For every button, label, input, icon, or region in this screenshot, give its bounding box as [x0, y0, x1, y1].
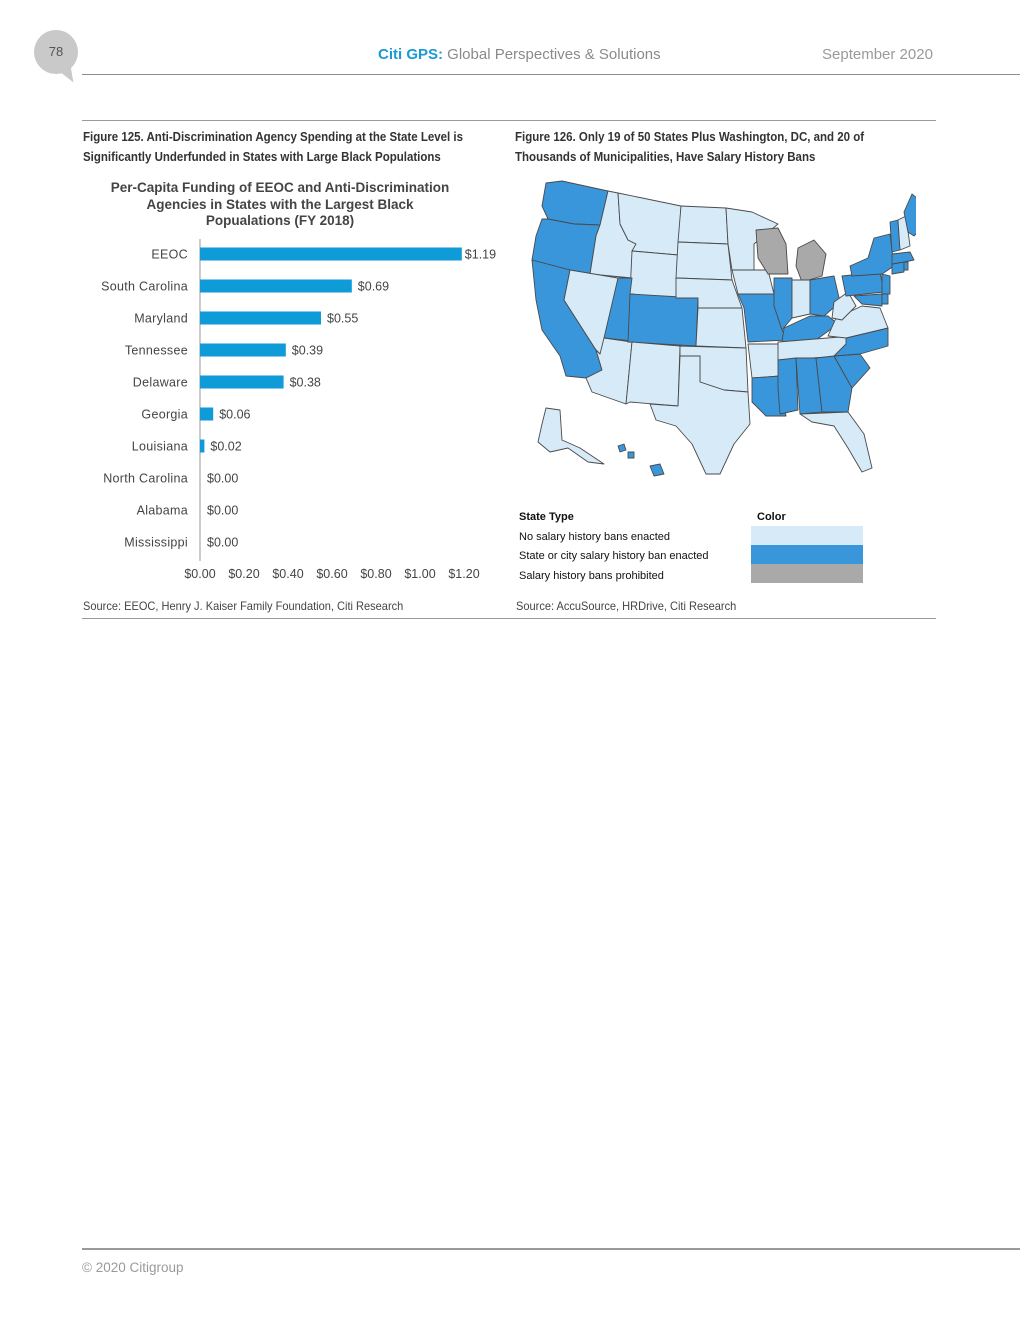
publication-title	[378, 46, 661, 63]
x-tick-label: $1.20	[448, 567, 480, 581]
publication-subtitle: Global Perspectives & Solutions	[443, 46, 661, 63]
state-rhode-island	[904, 262, 908, 270]
footer-divider	[82, 1248, 1020, 1250]
x-tick-label: $0.20	[228, 567, 260, 581]
bar	[200, 408, 213, 421]
state-arkansas	[748, 344, 780, 378]
state-hawaii-c	[650, 464, 664, 476]
category-label: Louisiana	[131, 439, 188, 454]
category-label: Tennessee	[124, 343, 188, 358]
figure-125-source: Source: EEOC, Henry J. Kaiser Family Foundation, Citi Research	[83, 599, 404, 613]
state-michigan	[796, 240, 826, 282]
legend-swatch-no-bans	[751, 526, 863, 545]
x-tick-label: $0.00	[184, 567, 216, 581]
copyright: © 2020 Citigroup	[82, 1260, 184, 1275]
legend-label-ban-enacted: State or city salary history ban enacted	[519, 550, 709, 562]
bar	[200, 344, 286, 357]
state-new-york	[850, 234, 894, 276]
chart-title: Per-Capita Funding of EEOC and Anti-Discrimination Agencies in States with the Largest Black Popualations (FY 2018)	[110, 180, 450, 228]
category-label: Delaware	[132, 375, 188, 390]
state-kansas	[696, 308, 746, 348]
category-label: Alabama	[136, 503, 188, 518]
figure-126-title: Figure 126. Only 19 of 50 States Plus Washington, DC, and 20 of Thousands of Municipalities, Have Salary History Bans	[515, 130, 865, 164]
x-tick-label: $1.00	[404, 567, 436, 581]
data-label: $0.55	[327, 311, 359, 326]
legend-swatch-ban-enacted	[751, 545, 863, 564]
page-number: 78	[48, 44, 64, 59]
data-label: $0.00	[207, 471, 239, 486]
state-wisconsin	[756, 228, 788, 274]
category-label: North Carolina	[103, 471, 188, 486]
data-label: $0.00	[207, 503, 239, 518]
state-maryland	[854, 294, 882, 306]
category-label: Mississippi	[124, 535, 188, 550]
category-label: Georgia	[141, 407, 188, 422]
state-south-dakota	[676, 242, 732, 280]
bar	[200, 280, 352, 293]
state-colorado	[628, 294, 698, 346]
category-label: EEOC	[151, 247, 188, 262]
x-tick-label: $0.60	[316, 567, 348, 581]
publication-date: September 2020	[822, 46, 933, 63]
data-label: $0.69	[357, 279, 390, 294]
state-washington	[542, 181, 608, 225]
legend-header-color: Color	[757, 511, 786, 523]
state-new-jersey	[882, 274, 890, 294]
x-tick-label: $0.80	[360, 567, 392, 581]
header-divider	[82, 74, 1020, 75]
data-label: $0.38	[289, 375, 321, 390]
state-alaska	[538, 408, 604, 464]
x-tick-label: $0.40	[272, 567, 304, 581]
category-label: South Carolina	[101, 279, 188, 294]
data-label: $0.39	[291, 343, 324, 358]
category-label: Maryland	[134, 311, 188, 326]
state-hawaii-a	[618, 444, 626, 452]
state-wyoming	[630, 251, 678, 298]
bar	[200, 376, 284, 389]
legend-label-prohibited: Salary history bans prohibited	[519, 570, 664, 582]
state-massachusetts	[892, 252, 914, 264]
funding-bar-chart	[82, 236, 502, 588]
legend-label-no-bans: No salary history bans enacted	[519, 531, 671, 543]
bar	[200, 248, 462, 261]
state-mississippi	[778, 358, 798, 414]
state-florida	[800, 412, 872, 472]
figures-top-divider	[82, 120, 936, 121]
data-label: $0.06	[219, 407, 251, 422]
legend-swatch-prohibited	[751, 564, 863, 583]
state-new-mexico	[626, 342, 680, 406]
figures-bottom-divider	[82, 618, 936, 619]
us-salary-ban-map	[516, 178, 916, 482]
data-label: $0.02	[210, 439, 242, 454]
state-indiana	[792, 280, 810, 318]
state-north-dakota	[678, 206, 728, 244]
figure-126-source: Source: AccuSource, HRDrive, Citi Research	[516, 599, 737, 613]
state-hawaii-b	[628, 452, 634, 458]
figure-125-title: Figure 125. Anti-Discrimination Agency Spending at the State Level is Significantly Underfunded in States with Large Black Populations	[83, 130, 464, 164]
brand-name: Citi GPS:	[378, 46, 444, 63]
bar	[200, 440, 204, 453]
data-label: $1.19	[464, 247, 497, 262]
legend-header-state-type: State Type	[519, 511, 574, 523]
data-label: $0.00	[207, 535, 239, 550]
bar	[200, 312, 321, 325]
